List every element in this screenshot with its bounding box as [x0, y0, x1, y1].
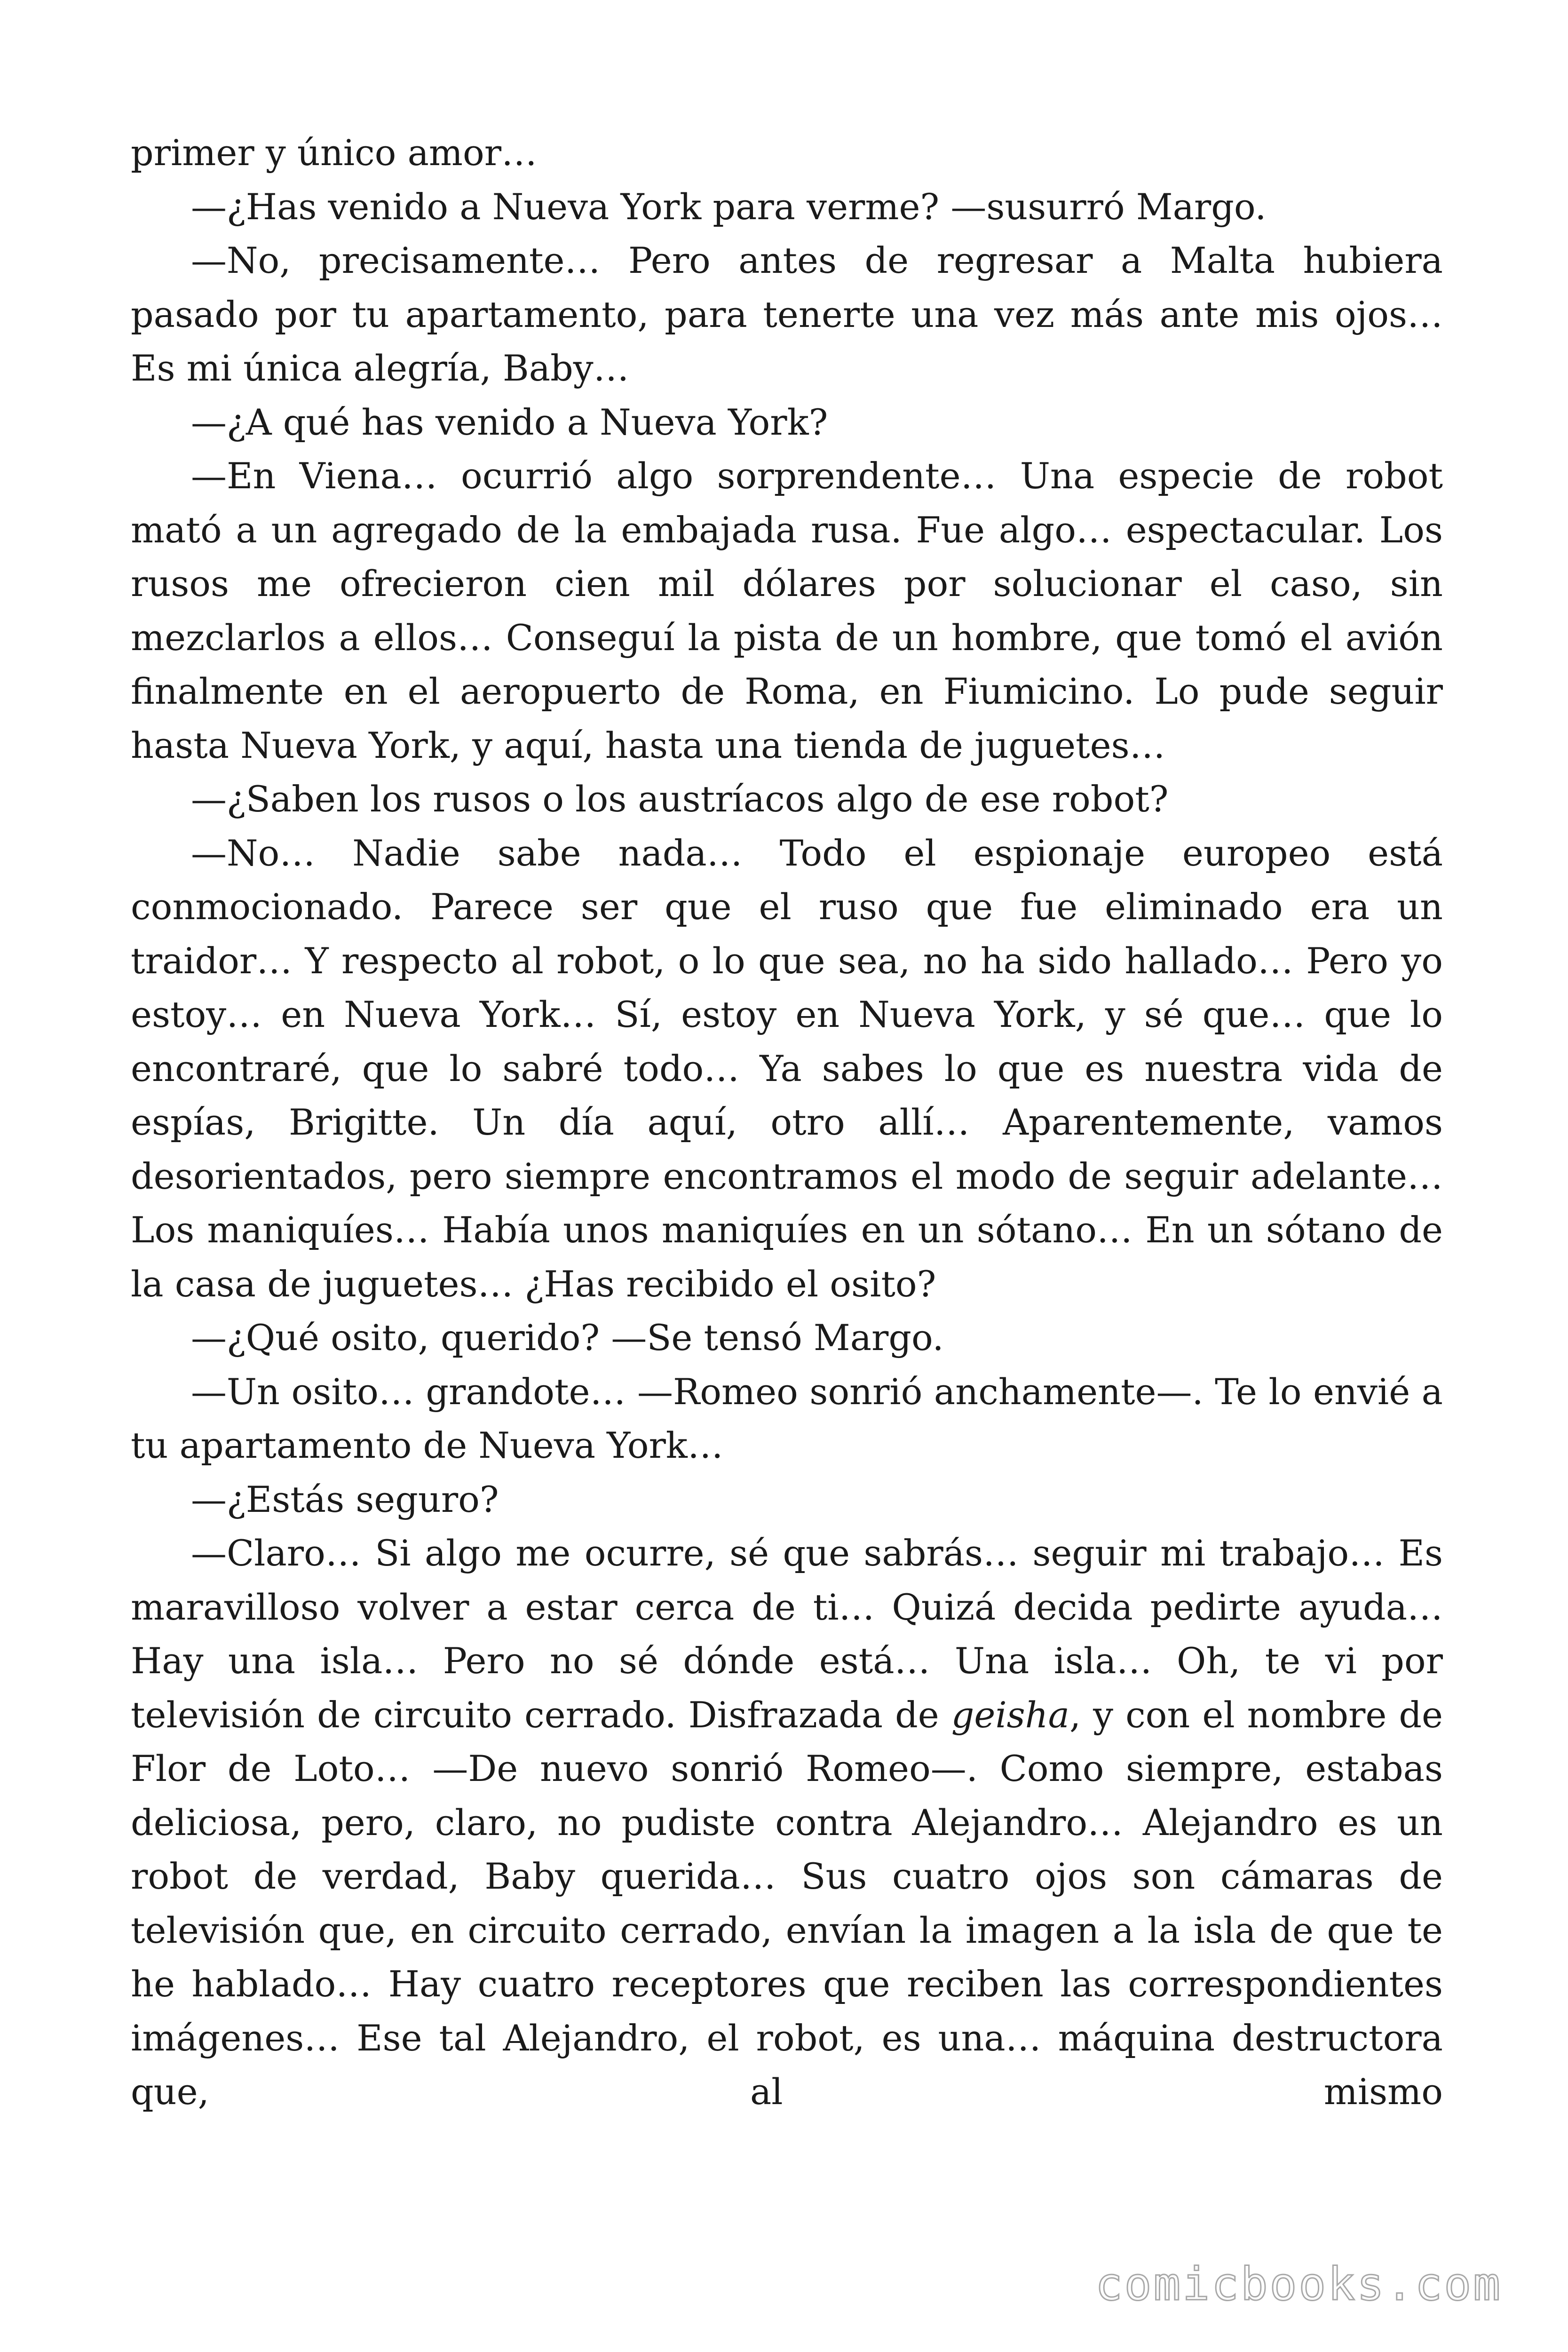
paragraph [131, 449, 1443, 772]
paragraph-text: —¿Qué osito, querido? —Se tensó Margo. [191, 1317, 944, 1359]
paragraph [131, 396, 1443, 450]
emphasis-text: geisha [951, 1693, 1069, 1736]
paragraph [131, 826, 1443, 1311]
paragraph-text: —¿Estás seguro? [191, 1478, 499, 1520]
watermark: comicbooks.com [1095, 2258, 1502, 2311]
paragraph-text: —¿A qué has venido a Nueva York? [191, 401, 828, 443]
paragraph [131, 1473, 1443, 1527]
paragraph [131, 234, 1443, 396]
paragraph-text: —Un osito… grandote… —Romeo sonrió anchamente—. Te lo envié a tu apartamento de Nueva York… [131, 1370, 1443, 1466]
paragraph-text: —Claro… Si algo me ocurre, sé que sabrás… seguir mi trabajo… Es maravilloso volver a estar cerca de ti… Quizá decida pedirte ayuda… Hay una isla… Pero no sé dónde está… Una isla… Oh, te vi por televisión de circuito cerrado. Disfrazada de [131, 1532, 1443, 1736]
paragraph-text: , y con el nombre de Flor de Loto… —De nuevo sonrió Romeo—. Como siempre, estabas deliciosa, pero, claro, no pudiste contra Alejandro… Alejandro es un robot de verdad, Baby querida… Sus cuatro ojos son cámaras de televisión que, en circuito cerrado, envían la imagen a la isla de que te he hablado… Hay cuatro receptores que reciben las correspondientes imágenes… Ese tal Alejandro, el robot, es una… máquina destructora que, al mismo [131, 1693, 1443, 2113]
paragraph [131, 1365, 1443, 1473]
paragraph [131, 1311, 1443, 1365]
paragraph-text: —No… Nadie sabe nada… Todo el espionaje europeo está conmocionado. Parece ser que el ruso que fue eliminado era un traidor… Y respecto al robot, o lo que sea, no ha sido hallado… Pero yo estoy… en Nueva York… Sí, estoy en Nueva York, y sé que… que lo encontraré, que lo sabré todo… Ya sabes lo que es nuestra vida de espías, Brigitte. Un día aquí, otro allí… Aparentemente, vamos desorientados, pero siempre encontramos el modo de seguir adelante… Los maniquíes… Había unos maniquíes en un sótano… En un sótano de la casa de juguetes… ¿Has recibido el osito? [131, 832, 1443, 1305]
paragraph-text: —¿Saben los rusos o los austríacos algo de ese robot? [191, 778, 1169, 820]
paragraph-text: —No, precisamente… Pero antes de regresar a Malta hubiera pasado por tu apartamento, para tenerte una vez más ante mis ojos… Es mi única alegría, Baby… [131, 239, 1443, 389]
paragraph [131, 126, 1443, 180]
paragraph [131, 772, 1443, 826]
paragraph-text: —¿Has venido a Nueva York para verme? —susurró Margo. [191, 185, 1267, 228]
paragraph [131, 180, 1443, 234]
paragraph-text: —En Viena… ocurrió algo sorprendente… Una especie de robot mató a un agregado de la embajada rusa. Fue algo… espectacular. Los rusos me ofrecieron cien mil dólares por solucionar el caso, sin mezclarlos a ellos… Conseguí la pista de un hombre, que tomó el avión finalmente en el aeropuerto de Roma, en Fiumicino. Lo pude seguir hasta Nueva York, y aquí, hasta una tienda de juguetes… [131, 455, 1443, 766]
paragraph-text: primer y único amor… [131, 132, 538, 174]
paragraph [131, 1526, 1443, 2119]
body-text [131, 126, 1443, 2119]
